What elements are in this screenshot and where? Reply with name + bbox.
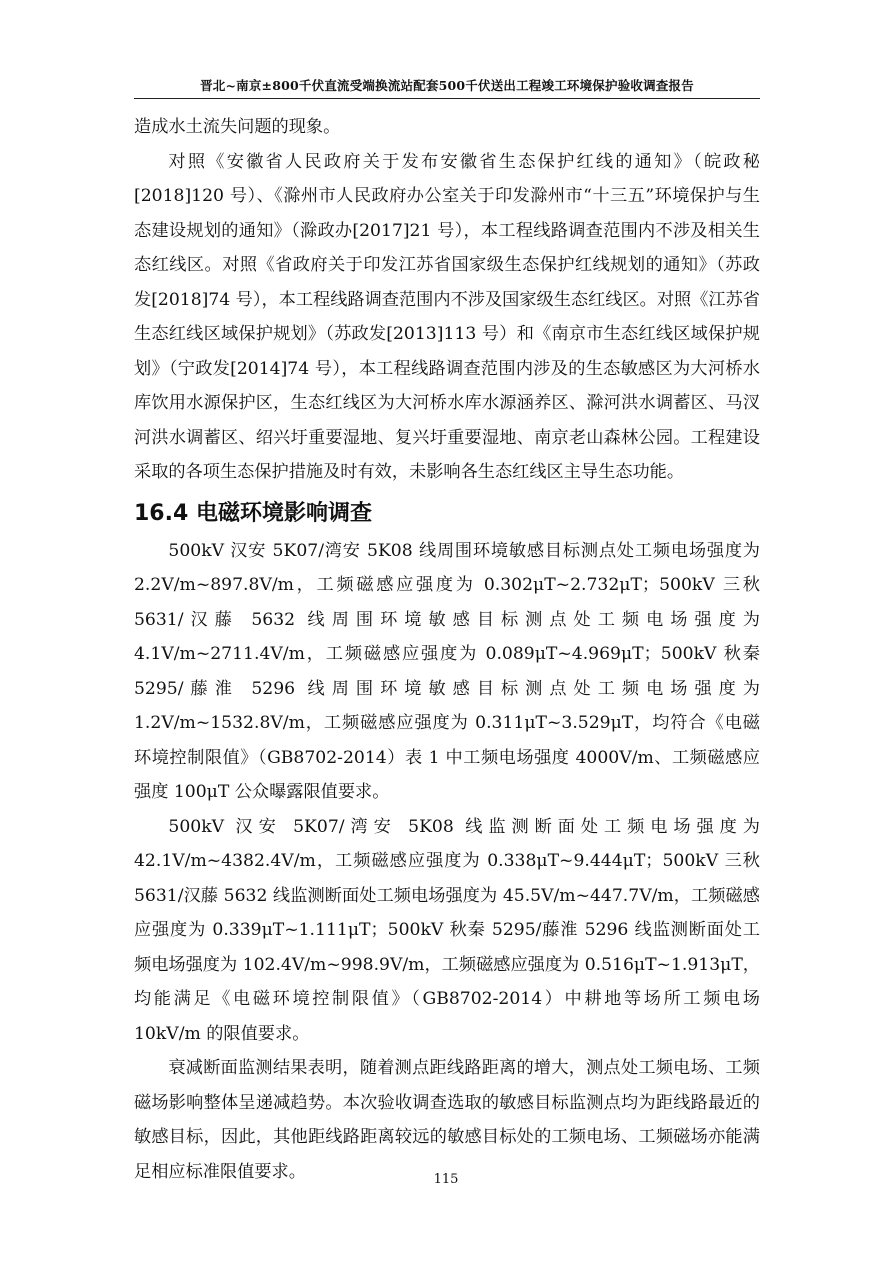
section-heading: 16.4 电磁环境影响调查 xyxy=(134,500,372,526)
paragraph-sensitive-targets: 500kV 汉安 5K07/湾安 5K08 线周围环境敏感目标测点处工频电场强度为 2.2V/m~897.8V/m，工频磁感应强度为 0.302μT~2.732μT；500kV 三秋 5631/汉藤 5632 线周围环境敏感目标测点处工频电场强度为 4.1V/m~2711.4V/m，工频磁感应强度为 0.089μT~4.969μT；500kV 秋秦 5295/藤淮 5296 线周围环境敏感目标测点处工频电场强度为 1.2V/m~1532.8V/m，工频磁感应强度为 0.311μT~3.529μT，均符合《电磁环境控制限值》（GB8702-2014）表 1 中工频电场强度 4000V/m、工频磁感应强度 100μT 公众曝露限值要求。 xyxy=(134,540,760,802)
paragraph-monitoring-sections: 500kV 汉安 5K07/湾安 5K08 线监测断面处工频电场强度为 42.1V/m~4382.4V/m，工频磁感应强度为 0.338μT~9.444μT；500kV 三秋 5631/汉藤 5632 线监测断面处工频电场强度为 45.5V/m~447.7V/m，工频磁感应强度为 0.339μT~1.111μT；500kV 秋秦 5295/藤淮 5296 线监测断面处工频电场强度为 102.4V/m~998.9V/m，工频磁感应强度为 0.516μT~1.913μT，均能满足《电磁环境控制限值》（GB8702-2014）中耕地等场所工频电场 10kV/m 的限值要求。 xyxy=(134,816,760,1044)
paragraph-attenuation: 衰减断面监测结果表明，随着测点距线路距离的增大，测点处工频电场、工频磁场影响整体呈递减趋势。本次验收调查选取的敏感目标监测点均为距线路最近的敏感目标，因此，其他距线路距离较远的敏感目标处的工频电场、工频磁场亦能满足相应标准限值要求。 xyxy=(134,1058,760,1182)
header-divider xyxy=(134,98,760,99)
paragraph-ecological-redline: 对照《安徽省人民政府关于发布安徽省生态保护红线的通知》（皖政秘[2018]120 号）、《滁州市人民政府办公室关于印发滁州市“十三五”环境保护与生态建设规划的通知》（滁政办[2017]21 号），本工程线路调查范围内不涉及相关生态红线区。对照《省政府关于印发江苏省国家级生态保护红线规划的通知》（苏政发[2018]74 号），本工程线路调查范围内不涉及国家级生态红线区。对照《江苏省生态红线区域保护规划》（苏政发[2013]113 号）和《南京市生态红线区域保护规划》（宁政发[2014]74 号），本工程线路调查范围内涉及的生态敏感区为大河桥水库饮用水源保护区，生态红线区为大河桥水库水源涵养区、滁河洪水调蓄区、马汊河洪水调蓄区、绍兴圩重要湿地、复兴圩重要湿地、南京老山森林公园。工程建设采取的各项生态保护措施及时有效，未影响各生态红线区主导生态功能。 xyxy=(134,151,760,482)
page-body xyxy=(134,110,760,1189)
page-number: 115 xyxy=(433,1172,459,1187)
paragraph-continuation: 造成水土流失问题的现象。 xyxy=(134,117,341,137)
running-header: 晋北~南京±800千伏直流受端换流站配套500千伏送出工程竣工环境保护验收调查报告 xyxy=(200,78,694,93)
